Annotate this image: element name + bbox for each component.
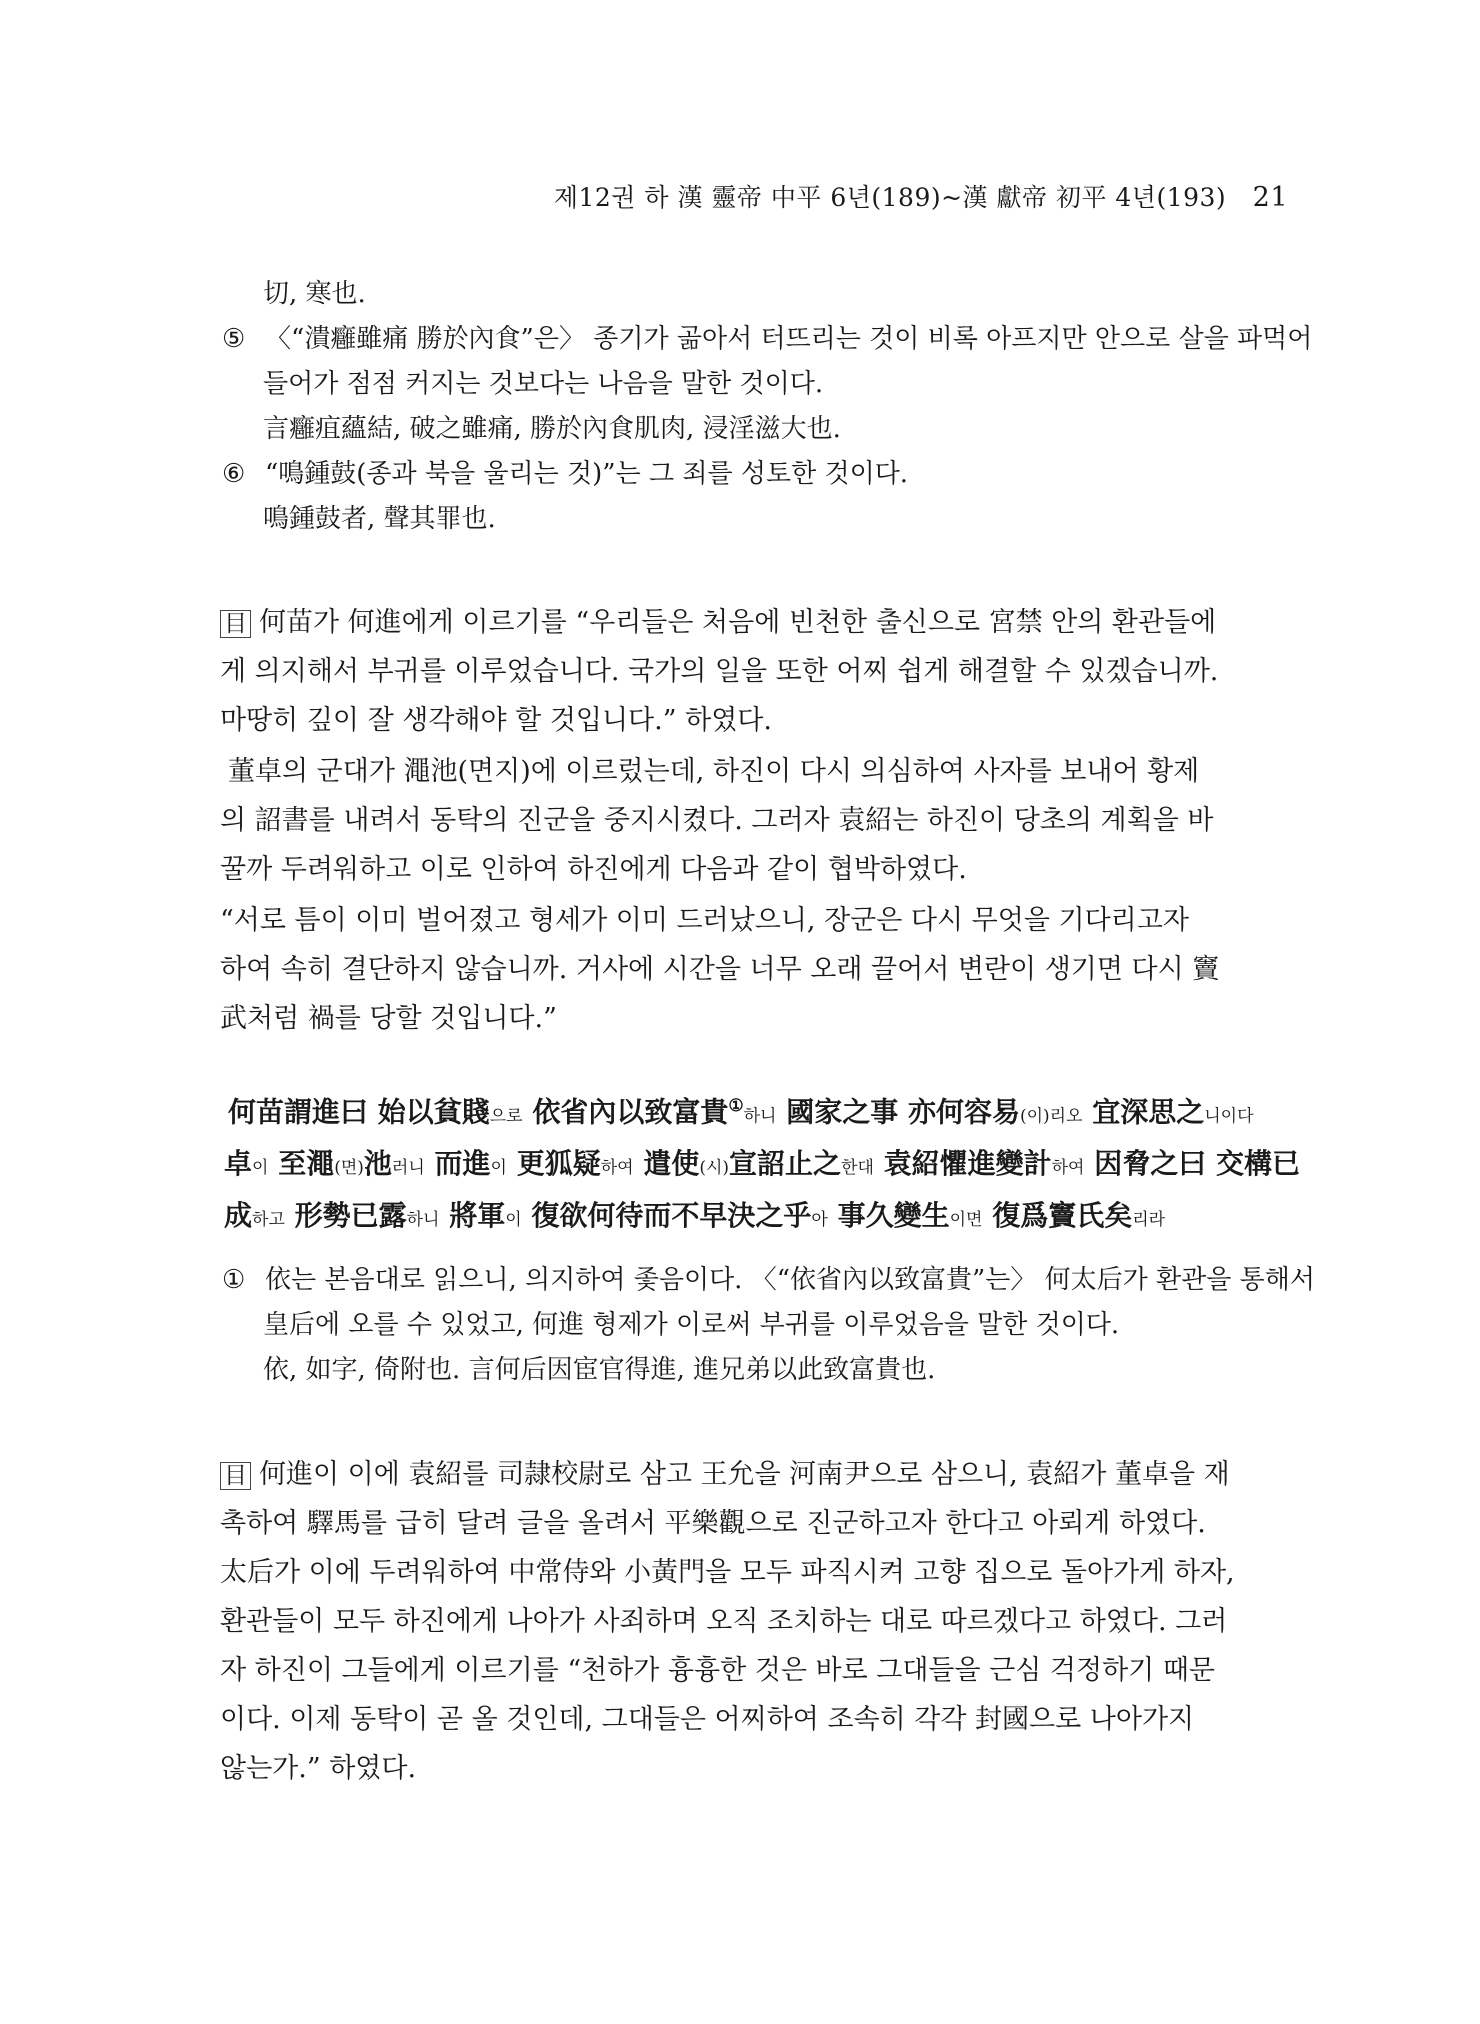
t: 事久變生 xyxy=(827,1199,950,1233)
t: 宜深思之 xyxy=(1082,1095,1205,1129)
t: 니이다 xyxy=(1204,1106,1254,1127)
note-6-number: ⑥ xyxy=(222,459,246,489)
section-1-para-1-line-1 xyxy=(220,598,1295,647)
t: 러니 xyxy=(391,1158,425,1179)
t: 更狐疑 xyxy=(506,1147,601,1181)
t: 宣詔止之 xyxy=(729,1147,842,1181)
t: 而進 xyxy=(424,1147,491,1181)
section-2-line-4: 환관들이 모두 하진에게 나아가 사죄하며 오직 조치하는 대로 따르겠다고 하였다. 그러 xyxy=(220,1606,1228,1637)
section-2-line-7: 않는가.” 하였다. xyxy=(220,1753,417,1784)
t: 至澠 xyxy=(268,1147,335,1181)
section-2-line-5: 자 하진이 그들에게 이르기를 “천하가 흉흉한 것은 바로 그대들을 근심 걱정하기 때문 xyxy=(220,1655,1215,1686)
running-header xyxy=(554,178,1288,214)
t: 依省內以致富貴 xyxy=(522,1095,729,1129)
text: 何進이 이에 袁紹를 司隷校尉로 삼고 王允을 河南尹으로 삼으니, 袁紹가 董卓을 재 xyxy=(259,1459,1230,1490)
t: 池 xyxy=(363,1147,392,1181)
note-6-line-1: “鳴鍾鼓(종과 북을 울리는 것)”는 그 죄를 성토한 것이다. xyxy=(265,459,909,489)
t: 國家之事 亦何容易 xyxy=(776,1095,1020,1129)
section-1-para-1-line-2: 게 의지해서 부귀를 이루었습니다. 국가의 일을 또한 어찌 쉽게 해결할 수 있겠습니까. xyxy=(220,656,1219,687)
note-1 xyxy=(216,1258,1316,1303)
notes-top xyxy=(220,272,1313,542)
section-2-line-2: 촉하여 驛馬를 급히 달려 글을 올려서 平樂觀으로 진군하고자 한다고 아뢰게 하였다. xyxy=(220,1508,1206,1539)
note-5 xyxy=(216,317,1313,362)
t: 이 xyxy=(505,1210,522,1231)
t: 形勢已露 xyxy=(284,1199,407,1233)
t: 하니 xyxy=(743,1106,777,1127)
t: 이 xyxy=(252,1158,269,1179)
header-title: 제12권 하 漢 靈帝 中平 6년(189)~漢 獻帝 初平 4년(193) xyxy=(553,183,1227,212)
t: 리라 xyxy=(1132,1210,1166,1231)
section-2-line-3: 太后가 이에 두려워하여 中常侍와 小黃門을 모두 파직시켜 고향 집으로 돌아가게 하자, xyxy=(220,1557,1235,1588)
note-1-line-3: 依, 如字, 倚附也. 言何后因宦官得進, 進兄弟以此致富貴也. xyxy=(263,1355,936,1385)
section-2-line-6: 이다. 이제 동탁이 곧 올 것인데, 그대들은 어찌하여 조속히 각각 封國으로 나아가지 xyxy=(220,1704,1195,1735)
t: 將軍 xyxy=(439,1199,506,1233)
note-1-line-1: 依는 본음대로 읽으니, 의지하여 좇음이다. 〈“依省內以致富貴”는〉 何太后가 환관을 통해서 xyxy=(265,1265,1316,1295)
note-5-line-1: 〈“潰癰雖痛 勝於內食”은〉 종기가 곪아서 터뜨리는 것이 비록 아프지만 안으로 살을 파먹어 xyxy=(265,324,1313,354)
t: 하니 xyxy=(406,1210,440,1231)
t: (면) xyxy=(334,1158,364,1179)
t: 因脅之曰 交構已 xyxy=(1084,1147,1300,1181)
classical-line-2 xyxy=(224,1140,1299,1192)
t: 하여 xyxy=(600,1158,634,1179)
note-6 xyxy=(216,452,1295,497)
section-1-para-2-line-1: 董卓의 군대가 澠池(면지)에 이르렀는데, 하진이 다시 의심하여 사자를 보내어 황제 xyxy=(228,756,1200,787)
section-2 xyxy=(220,1450,1295,1793)
t: 成 xyxy=(224,1199,253,1233)
t: 한대 xyxy=(841,1158,874,1179)
note-5-line-3: 言癰疽蘊結, 破之雖痛, 勝於內食肌肉, 浸淫滋大也. xyxy=(263,414,841,444)
t: 袁紹懼進變計 xyxy=(873,1147,1052,1181)
t: 하여 xyxy=(1051,1158,1085,1179)
section-1-para-2-line-3: 꿀까 두려워하고 이로 인하여 하진에게 다음과 같이 협박하였다. xyxy=(220,854,967,885)
t: 으로 xyxy=(489,1106,523,1127)
note-6-line-2: 鳴鍾鼓者, 聲其罪也. xyxy=(263,504,496,534)
note-line: 切, 寒也. xyxy=(263,279,366,309)
classical-line-3 xyxy=(224,1192,1299,1244)
section-1-para-1-line-3: 마땅히 깊이 잘 생각해야 할 것입니다.” 하였다. xyxy=(220,705,772,736)
mokmark: 目 xyxy=(220,1462,251,1490)
note-1-number: ① xyxy=(222,1265,246,1295)
section-1-para-3-line-2: 하여 속히 결단하지 않습니까. 거사에 시간을 너무 오래 끌어서 변란이 생기면 다시 竇 xyxy=(220,954,1220,985)
section-2-line-1 xyxy=(220,1450,1295,1499)
t: 遣使 xyxy=(633,1147,700,1181)
note-1-block xyxy=(220,1258,1316,1393)
section-1-para-2-line-2: 의 詔書를 내려서 동탁의 진군을 중지시켰다. 그러자 袁紹는 하진이 당초의 계획을 바 xyxy=(220,805,1214,836)
t: 이면 xyxy=(949,1210,983,1231)
t: 卓 xyxy=(224,1147,253,1181)
section-1-para-3-line-1: “서로 틈이 이미 벌어졌고 형세가 이미 드러났으니, 장군은 다시 무엇을 기다리고자 xyxy=(220,905,1189,936)
t: (이)리오 xyxy=(1019,1106,1083,1127)
text: 何苗가 何進에게 이르기를 “우리들은 처음에 빈천한 출신으로 宮禁 안의 환관들에 xyxy=(259,607,1217,638)
t: 復欲何待而不早決之乎 xyxy=(521,1199,812,1233)
t: 아 xyxy=(811,1210,828,1231)
section-1-para-3-line-3: 武처럼 禍를 당할 것입니다.” xyxy=(220,1003,557,1034)
footnote-ref: ① xyxy=(728,1096,744,1116)
note-5-line-2: 들어가 점점 커지는 것보다는 나음을 말한 것이다. xyxy=(263,369,824,399)
section-1 xyxy=(220,598,1295,1043)
note-5-number: ⑤ xyxy=(222,324,246,354)
t: (시) xyxy=(699,1158,729,1179)
t: 하고 xyxy=(252,1210,285,1231)
mokmark: 目 xyxy=(220,610,251,638)
t: 復爲竇氏矣 xyxy=(982,1199,1133,1233)
note-1-line-2: 皇后에 오를 수 있었고, 何進 형제가 이로써 부귀를 이루었음을 말한 것이다. xyxy=(263,1310,1120,1340)
classical-text xyxy=(224,1082,1299,1244)
page-number: 21 xyxy=(1252,182,1288,213)
t: 何苗謂進曰 始以貧賤 xyxy=(228,1095,490,1129)
t: 이 xyxy=(490,1158,507,1179)
classical-line-1 xyxy=(224,1082,1299,1140)
